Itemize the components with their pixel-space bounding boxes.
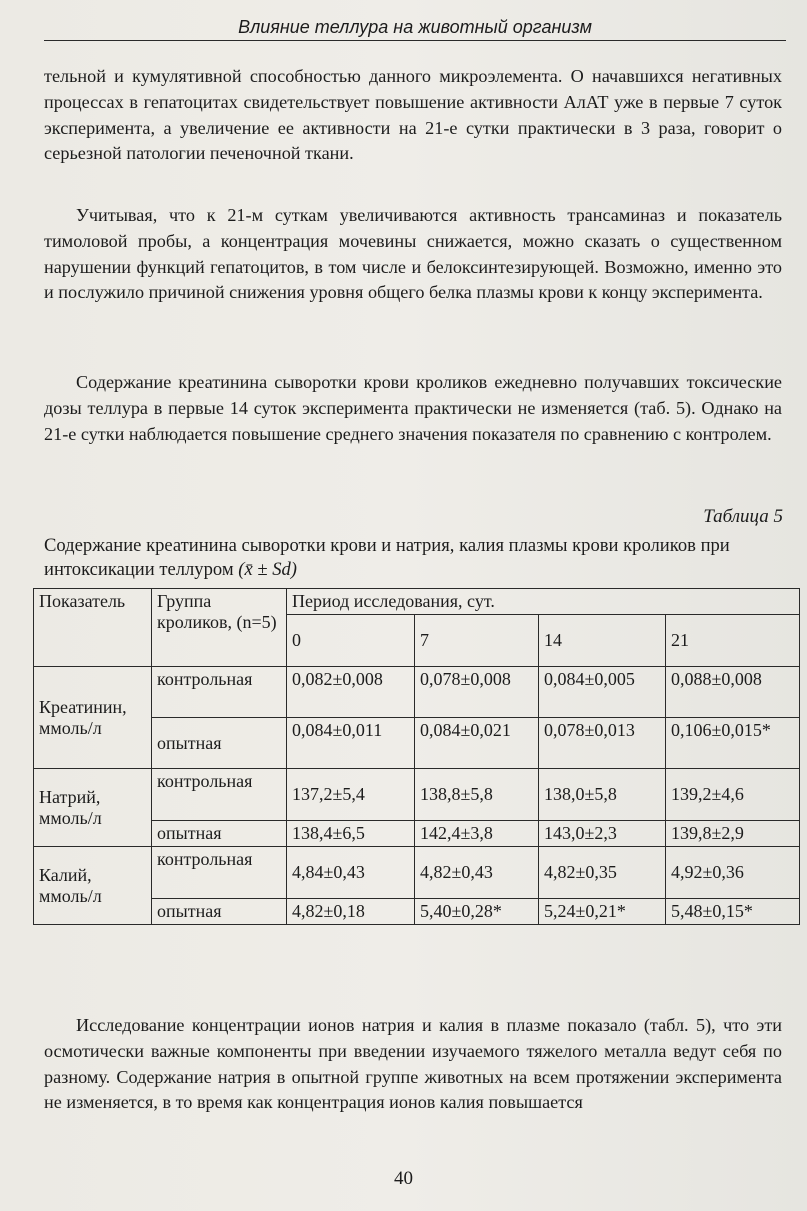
table-row	[34, 667, 800, 718]
value-cell: 4,82±0,35	[539, 847, 666, 899]
running-header: Влияние теллура на животный организм	[238, 17, 592, 37]
value-cell: 5,40±0,28*	[415, 899, 539, 925]
value-cell: 4,92±0,36	[666, 847, 800, 899]
value-cell: 4,82±0,43	[415, 847, 539, 899]
indicator-cell: Креатинин, ммоль/л	[34, 667, 152, 769]
paragraph-2: Учитывая, что к 21-м суткам увеличиваются активность трансаминаз и показатель тимоловой пробы, а концентрация мочевины снижается, можно сказать о существенном нарушении функций гепатоцитов, в том числе и белоксинтезирующей. Возможно, именно это и послужило причиной снижения уровня общего белка плазмы крови к концу эксперимента.	[44, 205, 782, 303]
value-cell: 0,084±0,011	[287, 718, 415, 769]
table-title	[44, 534, 782, 582]
header-day-14: 14	[539, 615, 666, 667]
header-indicator: Показатель	[34, 589, 152, 667]
value-cell: 0,078±0,013	[539, 718, 666, 769]
value-cell: 143,0±2,3	[539, 821, 666, 847]
group-cell: опытная	[152, 718, 287, 769]
indicator-cell: Калий, ммоль/л	[34, 847, 152, 925]
value-cell: 137,2±5,4	[287, 769, 415, 821]
value-cell: 138,0±5,8	[539, 769, 666, 821]
group-cell: контрольная	[152, 847, 287, 899]
group-cell: контрольная	[152, 769, 287, 821]
table-row	[34, 847, 800, 899]
table-caption: Таблица 5	[703, 506, 783, 527]
value-cell: 0,084±0,021	[415, 718, 539, 769]
paragraph-3: Содержание креатинина сыворотки крови кроликов ежедневно получавших токсические дозы теллура в первые 14 суток эксперимента практически не изменяется (таб. 5). Однако на 21-е сутки наблюдается повышение среднего значения показателя по сравнению с контролем.	[44, 372, 782, 444]
group-cell: опытная	[152, 821, 287, 847]
value-cell: 0,078±0,008	[415, 667, 539, 718]
data-table	[33, 588, 800, 925]
value-cell: 142,4±3,8	[415, 821, 539, 847]
value-cell: 138,4±6,5	[287, 821, 415, 847]
value-cell: 0,106±0,015*	[666, 718, 800, 769]
indicator-cell: Натрий, ммоль/л	[34, 769, 152, 847]
table-row	[34, 769, 800, 821]
group-cell: опытная	[152, 899, 287, 925]
paragraph-1: тельной и кумулятивной способностью данного микроэлемента. О начавшихся негативных процессах в гепатоцитах свидетельствует повышение активности АлАТ уже в первые 7 суток эксперимента, а увеличение ее активности на 21-е сутки практически в 3 раза, говорит о серьезной патологии печеночной ткани.	[44, 66, 782, 164]
value-cell: 0,084±0,005	[539, 667, 666, 718]
header-period: Период исследования, сут.	[287, 589, 800, 615]
group-cell: контрольная	[152, 667, 287, 718]
table-title-text: Содержание креатинина сыворотки крови и натрия, калия плазмы крови кроликов при интоксикации теллуром	[44, 535, 730, 580]
value-cell: 5,48±0,15*	[666, 899, 800, 925]
value-cell: 139,2±4,6	[666, 769, 800, 821]
value-cell: 139,8±2,9	[666, 821, 800, 847]
table-title-stat: (x̄ ± Sd)	[238, 559, 297, 580]
value-cell: 138,8±5,8	[415, 769, 539, 821]
value-cell: 0,088±0,008	[666, 667, 800, 718]
header-group: Группа кроликов, (n=5)	[152, 589, 287, 667]
table-header-row	[34, 589, 800, 615]
paragraph-after-table: Исследование концентрации ионов натрия и калия в плазме показало (табл. 5), что эти осмотически важные компоненты при введении изучаемого тяжелого металла ведут себя по разному. Содержание натрия в опытной группе животных на всем протяжении эксперимента не изменяется, в то время как концентрация ионов калия повышается	[44, 1015, 782, 1113]
value-cell: 4,84±0,43	[287, 847, 415, 899]
header-day-0: 0	[287, 615, 415, 667]
value-cell: 0,082±0,008	[287, 667, 415, 718]
header-rule	[44, 40, 786, 41]
header-day-7: 7	[415, 615, 539, 667]
value-cell: 4,82±0,18	[287, 899, 415, 925]
header-day-21: 21	[666, 615, 800, 667]
page-number: 40	[394, 1168, 413, 1189]
value-cell: 5,24±0,21*	[539, 899, 666, 925]
